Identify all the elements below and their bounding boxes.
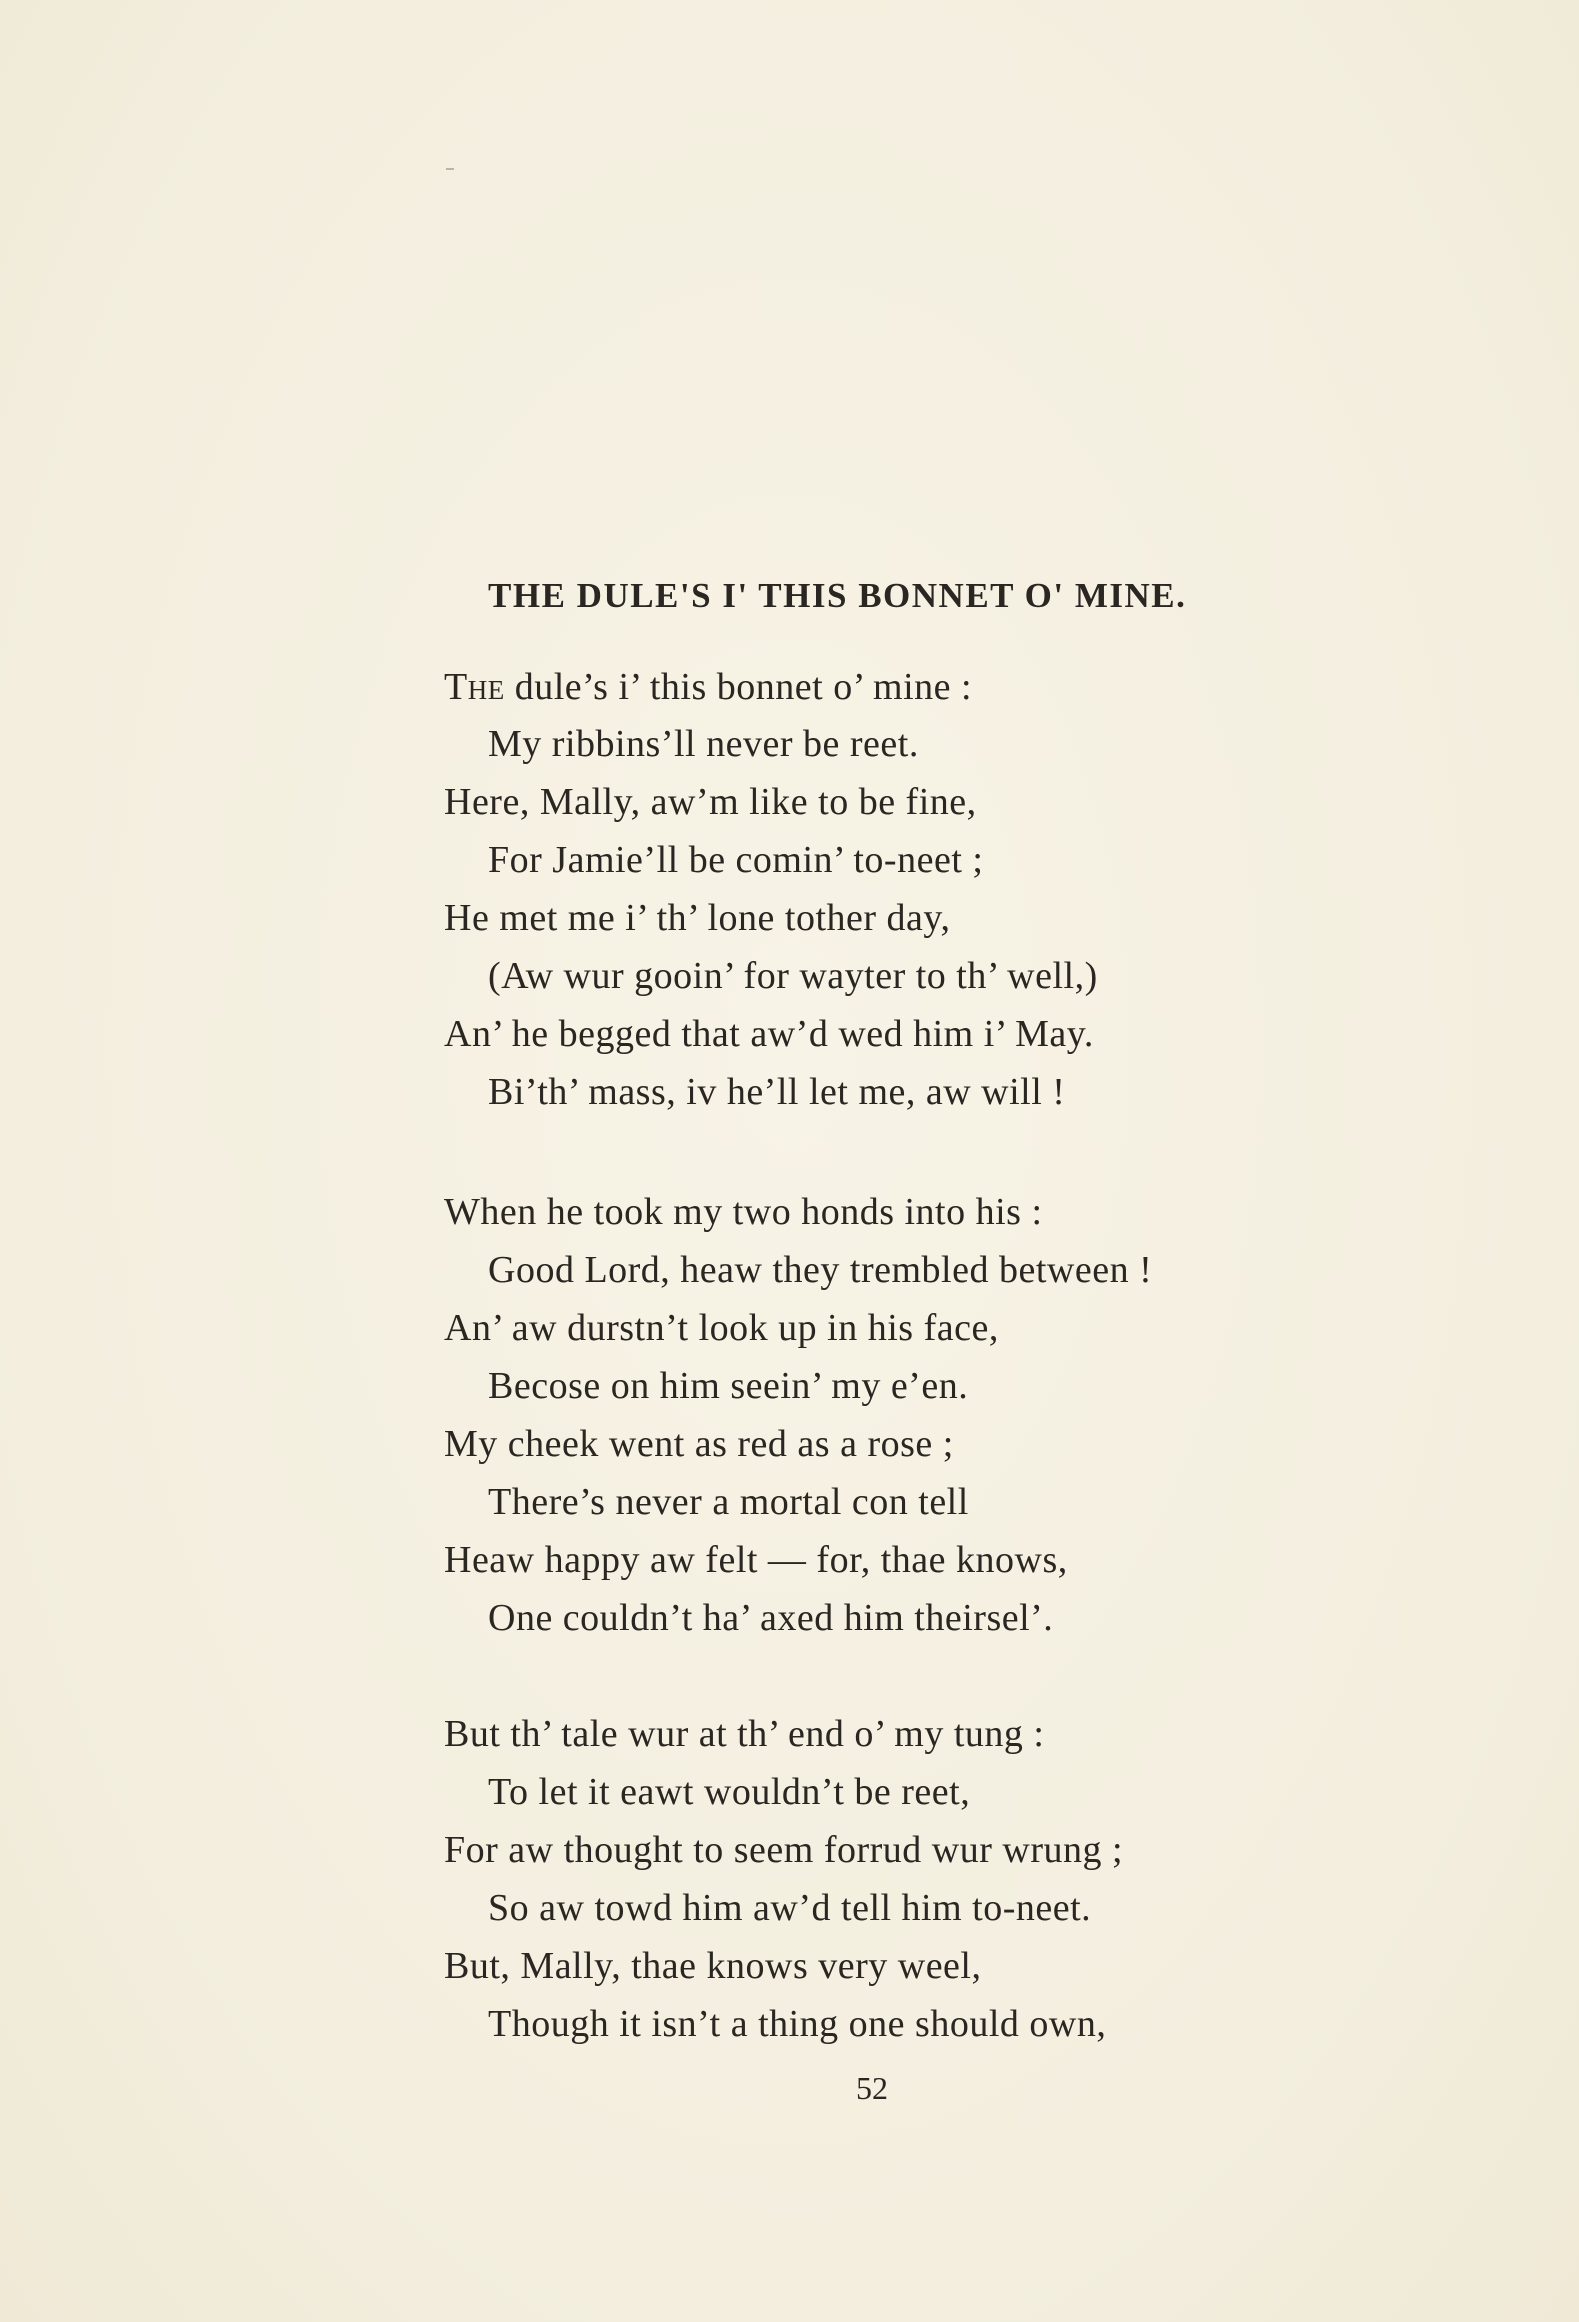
poem-line: For Jamie’ll be comin’ to-neet ; (488, 839, 984, 881)
poem-line: There’s never a mortal con tell (488, 1481, 969, 1523)
poem-line: But, Mally, thae knows very weel, (444, 1945, 982, 1987)
poem-line: He met me i’ th’ lone tother day, (444, 897, 951, 939)
poem-line: Bi’th’ mass, iv he’ll let me, aw will ! (488, 1071, 1066, 1113)
poem-line: Though it isn’t a thing one should own, (488, 2003, 1107, 2045)
poem-line: But th’ tale wur at th’ end o’ my tung : (444, 1713, 1045, 1755)
poem-title: THE DULE'S I' THIS BONNET O' MINE. (488, 576, 1187, 615)
poem-line: The dule’s i’ this bonnet o’ mine : (444, 666, 973, 708)
poem-line: My cheek went as red as a rose ; (444, 1423, 954, 1465)
opening-word: The (444, 666, 505, 708)
poem-line: Becose on him seein’ my e’en. (488, 1365, 969, 1407)
poem-line: An’ he begged that aw’d wed him i’ May. (444, 1013, 1094, 1055)
page-number: 52 (856, 2070, 888, 2106)
stray-ink-mark (446, 168, 454, 170)
poem-line: (Aw wur gooin’ for wayter to th’ well,) (488, 955, 1098, 997)
poem-line: Heaw happy aw felt — for, thae knows, (444, 1539, 1068, 1581)
poem-line: One couldn’t ha’ axed him theirsel’. (488, 1597, 1054, 1639)
poem-line: Here, Mally, aw’m like to be fine, (444, 781, 977, 823)
poem-line: For aw thought to seem forrud wur wrung ; (444, 1829, 1124, 1871)
poem-line: Good Lord, heaw they trembled between ! (488, 1249, 1153, 1291)
poem-line: To let it eawt wouldn’t be reet, (488, 1771, 971, 1813)
poem-line: So aw towd him aw’d tell him to-neet. (488, 1887, 1092, 1929)
poem-line: My ribbins’ll never be reet. (488, 723, 919, 765)
poem-line: When he took my two honds into his : (444, 1191, 1043, 1233)
poem-line: An’ aw durstn’t look up in his face, (444, 1307, 999, 1349)
